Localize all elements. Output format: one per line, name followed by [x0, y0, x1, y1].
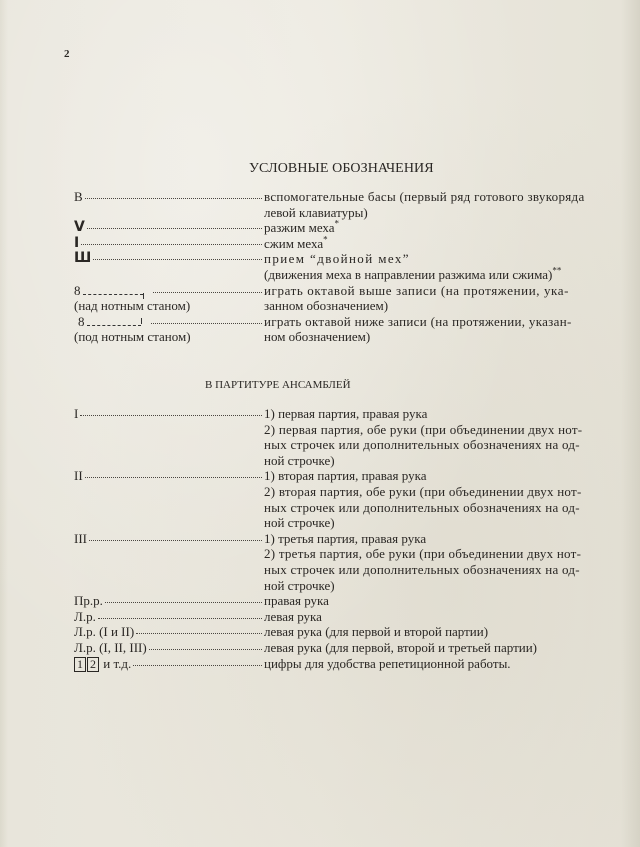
definition-line: ной строчке) [264, 515, 335, 531]
definition-line: левой клавиатуры) [264, 204, 368, 220]
definition-line: левая рука (для первой и второй партии) [264, 624, 489, 640]
term-suffix: и т.д. [103, 655, 132, 671]
leader-dots [151, 314, 263, 324]
definition-line: ных строчек или дополнительных обозначениях на од- [264, 437, 580, 453]
leader-dots [153, 283, 263, 293]
bellows-open-icon: V [74, 220, 85, 236]
rehearsal-number-icons [74, 656, 131, 672]
leader-dots [133, 656, 262, 666]
octave-down-sign-icon [78, 314, 143, 330]
legend-row-bellows-close [74, 236, 634, 252]
term-label: Пр.р. [74, 593, 103, 609]
term-note: (над нотным станом) [74, 298, 191, 314]
definition-line: 2) вторая партия, обе руки (при объединении двух нот- [264, 483, 582, 499]
definition-line: вспомогательные басы (первый ряд готового звукоряда [264, 189, 585, 204]
leader-dots [85, 189, 262, 199]
definition-line: 2) третья партия, обе руки (при объединении двух нот- [264, 546, 582, 562]
definition-line: ных строчек или дополнительных обозначениях на од- [264, 499, 580, 515]
leader-dots [81, 236, 262, 245]
definition-line: 1) третья партия, правая рука [264, 530, 427, 546]
legend-row-octave-down [74, 314, 634, 345]
rehearsal-box-1: 1 [74, 657, 86, 672]
definition-line: 2) первая партия, обе руки (при объединении двух нот- [264, 421, 583, 437]
term-label: I [74, 406, 79, 421]
leader-dots [80, 406, 262, 416]
leader-dots [136, 624, 262, 634]
ensemble-row-left-hand-1-2 [74, 624, 634, 640]
bellows-close-icon: I [74, 235, 80, 251]
leader-dots [87, 220, 262, 229]
footnote-mark: ** [552, 265, 562, 276]
legend-row-auxiliary-bass [74, 189, 634, 220]
definition-line: (движения меха в направлении разжима или сжима) [264, 266, 553, 282]
definition-line: сжим меха [264, 235, 324, 251]
definition-line: занном обозначением) [264, 298, 389, 314]
ensemble-row-part-1 [74, 406, 634, 468]
definition-line: ной строчке) [264, 452, 335, 468]
section-heading: В ПАРТИТУРЕ АНСАМБЛЕЙ [205, 379, 351, 391]
definition-line: левая рука [264, 608, 322, 624]
legend-row-bellows-open [74, 220, 634, 236]
definition-line: левая рука (для первой, второй и третьей партии) [264, 639, 537, 655]
definition-line: 1) первая партия, правая рука [264, 406, 428, 421]
symbol-legend [74, 189, 634, 345]
leader-dots [149, 640, 262, 650]
octave-number: 8 [74, 282, 81, 298]
definition-line: прием “двойной мех” [264, 251, 410, 267]
term-note: (под нотным станом) [74, 329, 191, 345]
ensemble-row-part-3 [74, 531, 634, 593]
ensemble-row-left-hand-1-2-3 [74, 640, 634, 656]
term-label: Л.р. [74, 608, 96, 624]
ensemble-legend [74, 406, 634, 672]
definition-line: правая рука [264, 593, 329, 609]
definition-line: играть октавой ниже записи (на протяжении, указан- [264, 313, 572, 329]
double-bellows-icon: Ш [74, 251, 92, 267]
definition-line: цифры для удобства репетиционной работы. [264, 655, 511, 671]
page-title: УСЛОВНЫЕ ОБОЗНАЧЕНИЯ [249, 161, 434, 176]
leader-dots [105, 593, 262, 603]
legend-row-double-bellows [74, 251, 634, 282]
term-label: В [74, 189, 83, 204]
ensemble-row-left-hand [74, 609, 634, 625]
definition-line: ных строчек или дополнительных обозначениях на од- [264, 561, 580, 577]
term-label: II [74, 468, 83, 484]
octave-up-sign-icon [74, 283, 145, 299]
definition-line: ной строчке) [264, 577, 335, 593]
legend-row-octave-up [74, 283, 634, 314]
definition-line: играть октавой выше записи (на протяжении, ука- [264, 282, 570, 298]
term-label: III [74, 530, 87, 546]
leader-dots [85, 468, 262, 478]
octave-number: 8 [78, 313, 85, 329]
definition-line: 1) вторая партия, правая рука [264, 468, 427, 484]
footnote-mark: * [334, 218, 340, 229]
definition-line: ном обозначением) [264, 329, 371, 345]
leader-dots [98, 609, 262, 619]
term-label: Л.р. (I и II) [74, 624, 135, 640]
ensemble-row-part-2 [74, 468, 634, 530]
leader-dots [93, 251, 262, 260]
ensemble-row-rehearsal-numbers [74, 656, 634, 672]
term-label: Л.р. (I, II, III) [74, 639, 147, 655]
leader-dots [89, 531, 262, 541]
footnote-mark: * [323, 234, 328, 245]
page-number: 2 [64, 48, 70, 60]
rehearsal-box-2: 2 [87, 657, 99, 672]
ensemble-row-right-hand [74, 593, 634, 609]
definition-line: разжим меха [264, 220, 335, 236]
